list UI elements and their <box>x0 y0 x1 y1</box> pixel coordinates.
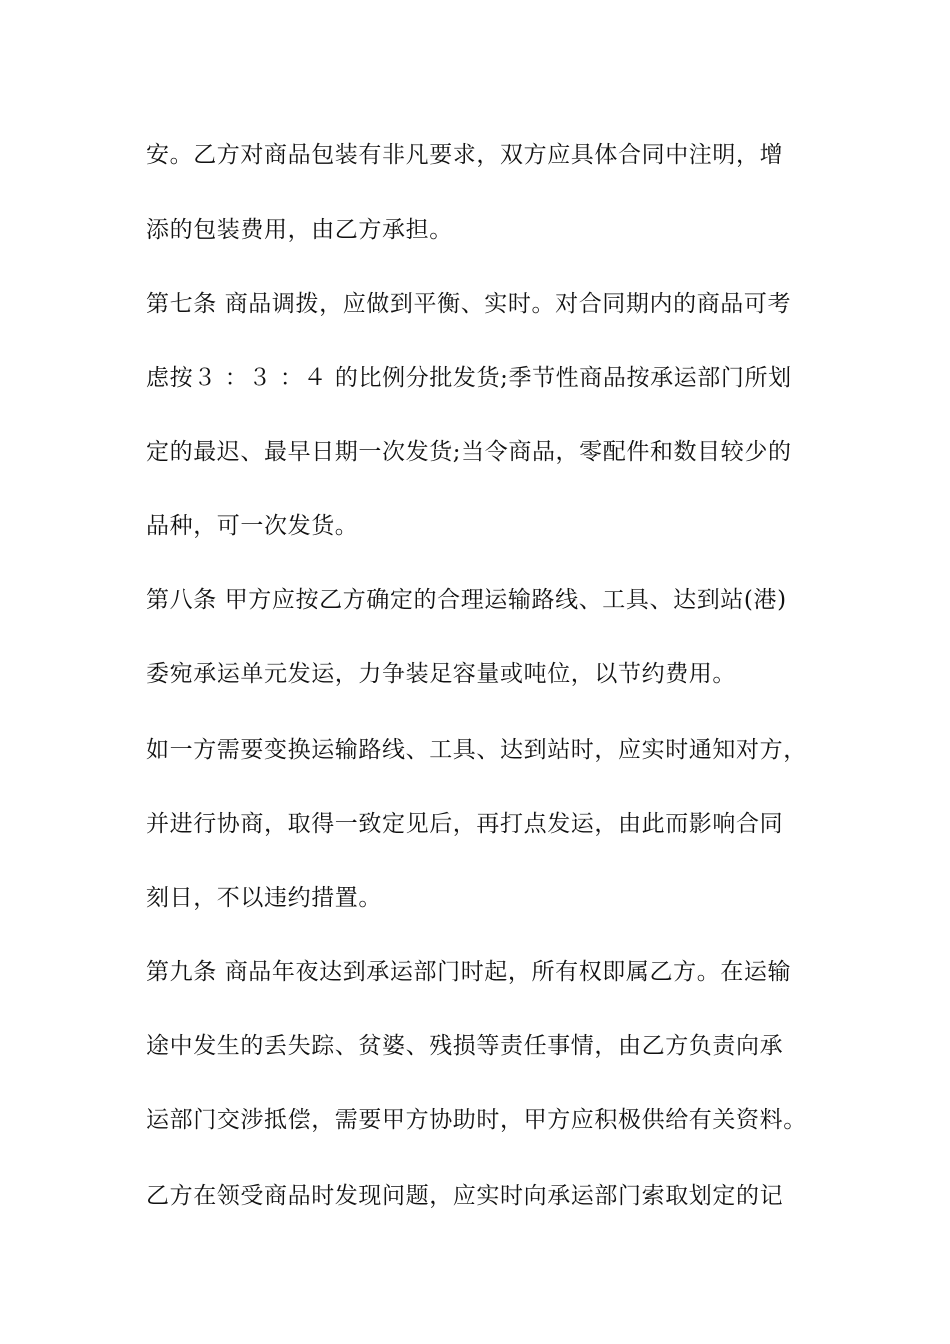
text-line: 品种，可一次发货。 <box>146 513 359 539</box>
text-line: 定的最迟、最早日期一次发货;当令商品，零配件和数目较少的 <box>146 439 792 465</box>
text-line: 安。乙方对商品包装有非凡要求，双方应具体合同中注明，增 <box>146 142 784 168</box>
text-line: 委宛承运单元发运，力争装足容量或吨位，以节约费用。 <box>146 661 736 687</box>
text-line: 如一方需要变换运输路线、工具、达到站时，应实时通知对方， <box>146 737 807 763</box>
text-line: 乙方在领受商品时发现问题，应实时向承运部门索取划定的记 <box>146 1183 784 1209</box>
article-9-line: 第九条 商品年夜达到承运部门时起，所有权即属乙方。在运输 <box>146 959 792 985</box>
text-line: 途中发生的丢失踪、贫婆、残损等责任事情，由乙方负责向承 <box>146 1033 784 1059</box>
article-7-line: 第七条 商品调拨，应做到平衡、实时。对合同期内的商品可考 <box>146 291 792 317</box>
article-8-line: 第八条 甲方应按乙方确定的合理运输路线、工具、达到站(港) <box>146 587 787 613</box>
text-line: 运部门交涉抵偿，需要甲方协助时，甲方应积极供给有关资料。 <box>146 1107 807 1133</box>
text-line: 添的包装费用，由乙方承担。 <box>146 217 453 243</box>
text-line: 并进行协商，取得一致定见后，再打点发运，由此而影响合同 <box>146 811 784 837</box>
text-line: 刻日，不以违约措置。 <box>146 885 382 911</box>
text-line: 虑按３ ：３ ：４ 的比例分批发货;季节性商品按承运部门所划 <box>146 365 792 391</box>
